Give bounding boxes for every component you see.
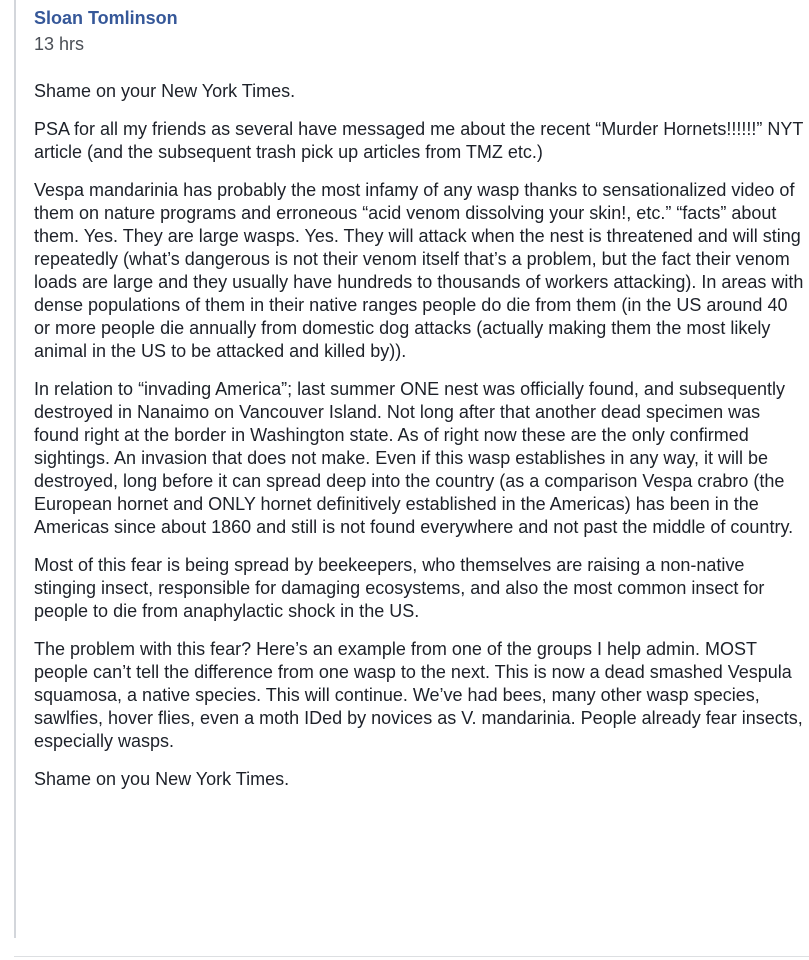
post-paragraph-6: The problem with this fear? Here’s an example from one of the groups I help admin. MOST people can’t tell the difference from one wasp to the next. This is now a dead smashed Vespula squamosa, a native species. This will continue. We’ve had bees, many other wasp species, sawlfies, hover flies, even a moth IDed by novices as V. mandarinia. People already fear insects, especially wasps. — [34, 639, 803, 751]
post-paragraph-7: Shame on you New York Times. — [34, 769, 290, 789]
post-timestamp[interactable]: 13 hrs — [34, 34, 85, 54]
post-paragraph-4: In relation to “invading America”; last summer ONE nest was officially found, and subsequently destroyed in Nanaimo on Vancouver Island. Not long after that another dead specimen was found right at the border in Washington state. As of right now these are the only confirmed sightings. An invasion that does not make. Even if this wasp establishes in any way, it will be destroyed, long before it can spread deep into the country (as a comparison Vespa crabro (the European hornet and ONLY hornet definitively established in the Americas) has been in the Americas since about 1860 and still is not found everywhere and not past the middle of country. — [34, 379, 794, 537]
post-paragraph-2: PSA for all my friends as several have messaged me about the recent “Murder Hornets!!!!!!” NYT article (and the subsequent trash pick up articles from TMZ etc.) — [34, 119, 803, 162]
post-divider — [14, 956, 809, 957]
post-body — [34, 80, 804, 791]
post-paragraph-3: Vespa mandarinia has probably the most infamy of any wasp thanks to sensationalized video of them on nature programs and erroneous “acid venom dissolving your skin!, etc.” “facts” about them. Yes. They are large wasps. Yes. They will attack when the nest is threatened and will sting repeatedly (what’s dangerous is not their venom itself that’s a problem, but the fact their venom loads are large and they usually have hundreds to thousands of workers attacking). In areas with dense populations of them in their native ranges people do die from them (in the US around 40 or more people die annually from domestic dog attacks (actually making them the most likely animal in the US to be attacked and killed by)). — [34, 180, 804, 361]
thread-indent-rule — [14, 0, 16, 938]
author-name-link[interactable]: Sloan Tomlinson — [34, 8, 178, 28]
comment-post — [34, 6, 804, 806]
post-paragraph-1: Shame on your New York Times. — [34, 81, 296, 101]
post-paragraph-5: Most of this fear is being spread by beekeepers, who themselves are raising a non-native stinging insect, responsible for damaging ecosystems, and also the most common insect for people to die from anaphylactic shock in the US. — [34, 555, 765, 621]
